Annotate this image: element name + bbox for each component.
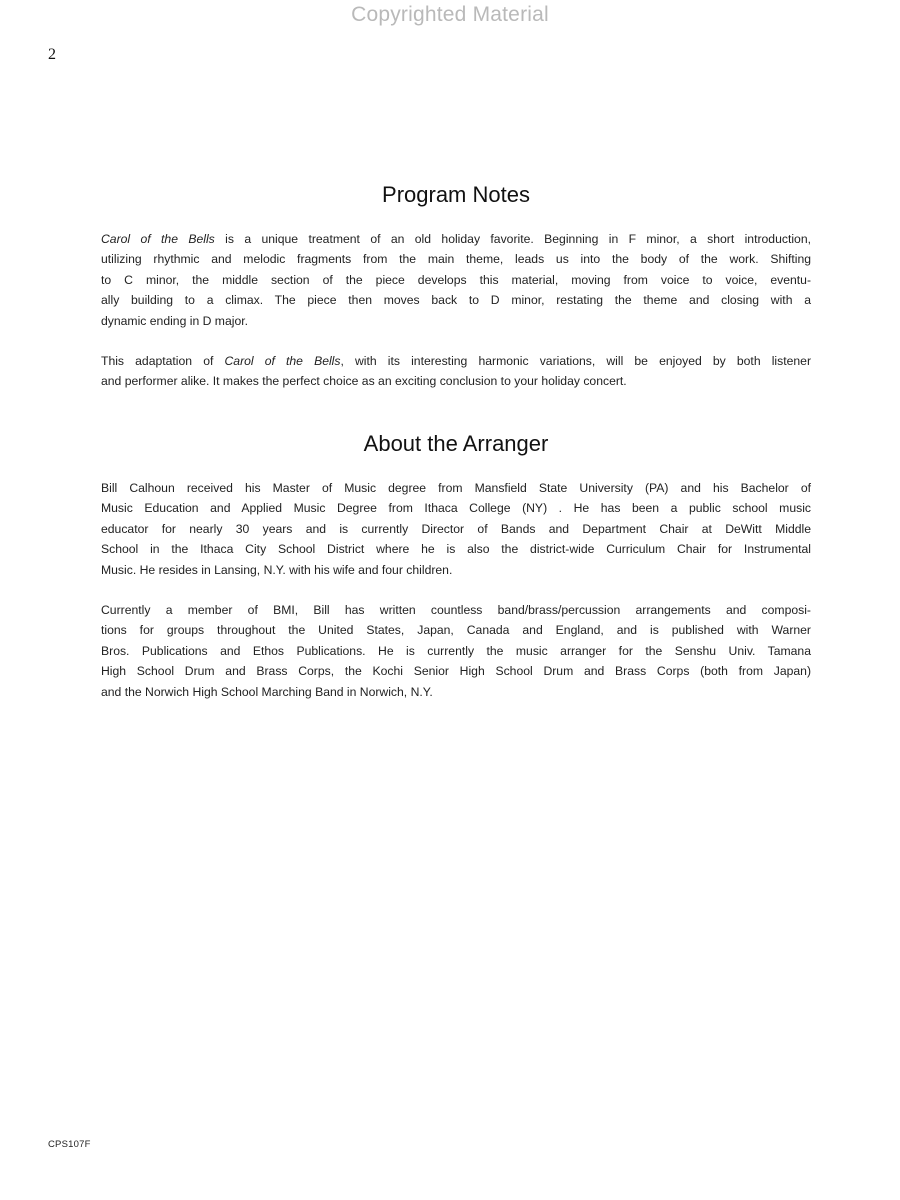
catalog-code: CPS107F bbox=[48, 1139, 91, 1150]
text-line: dynamic ending in D major. bbox=[101, 313, 248, 328]
program-notes-paragraph-2 bbox=[101, 351, 811, 392]
about-arranger-paragraph-1 bbox=[101, 478, 811, 580]
program-notes-paragraph-1 bbox=[101, 229, 811, 331]
text-line: This adaptation of bbox=[101, 354, 225, 369]
about-arranger-paragraph-2 bbox=[101, 600, 811, 702]
text-line: Music Education and Applied Music Degree from Ithaca College (NY) . He has been a public school music bbox=[101, 501, 811, 516]
piece-title: Carol of the Bells bbox=[224, 354, 341, 369]
text-line: Bros. Publications and Ethos Publications. He is currently the music arranger for the Senshu Univ. Tamana bbox=[101, 643, 811, 658]
text-line: High School Drum and Brass Corps, the Kochi Senior High School Drum and Brass Corps (both from Japan) bbox=[101, 664, 811, 679]
watermark: Copyrighted Material bbox=[351, 3, 549, 26]
text-line: , with its interesting harmonic variations, will be enjoyed by both listener bbox=[340, 354, 812, 369]
text-line: School in the Ithaca City School District where he is also the district-wide Curriculum Chair for Instrumental bbox=[101, 542, 811, 557]
text-line: utilizing rhythmic and melodic fragments from the main theme, leads us into the body of the work. Shifting bbox=[101, 252, 811, 267]
program-notes-section bbox=[101, 181, 811, 392]
about-arranger-title: About the Arranger bbox=[363, 431, 549, 456]
about-arranger-section bbox=[101, 430, 811, 702]
text-line: and the Norwich High School Marching Band in Norwich, N.Y. bbox=[101, 684, 433, 699]
text-line: Currently a member of BMI, Bill has written countless band/brass/percussion arrangements and composi- bbox=[101, 603, 811, 618]
page-number: 2 bbox=[48, 46, 56, 63]
piece-title: Carol of the Bells bbox=[101, 232, 215, 246]
text-line: Music. He resides in Lansing, N.Y. with his wife and four children. bbox=[101, 562, 453, 577]
text-line: to C minor, the middle section of the piece develops this material, moving from voice to voice, eventu- bbox=[101, 272, 811, 287]
text-line: ally building to a climax. The piece then moves back to D minor, restating the theme and closing with a bbox=[101, 293, 811, 308]
text-line: Bill Calhoun received his Master of Music degree from Mansfield State University (PA) and his Bachelor of bbox=[101, 481, 811, 495]
program-notes-title: Program Notes bbox=[382, 182, 530, 207]
text-line: tions for groups throughout the United States, Japan, Canada and England, and is published with Warner bbox=[101, 623, 811, 638]
text-line: is a unique treatment of an old holiday favorite. Beginning in F minor, a short introduction, bbox=[214, 232, 811, 246]
text-line: and performer alike. It makes the perfect choice as an exciting conclusion to your holiday concert. bbox=[101, 374, 627, 389]
text-line: educator for nearly 30 years and is currently Director of Bands and Department Chair at DeWitt Middle bbox=[101, 521, 811, 536]
